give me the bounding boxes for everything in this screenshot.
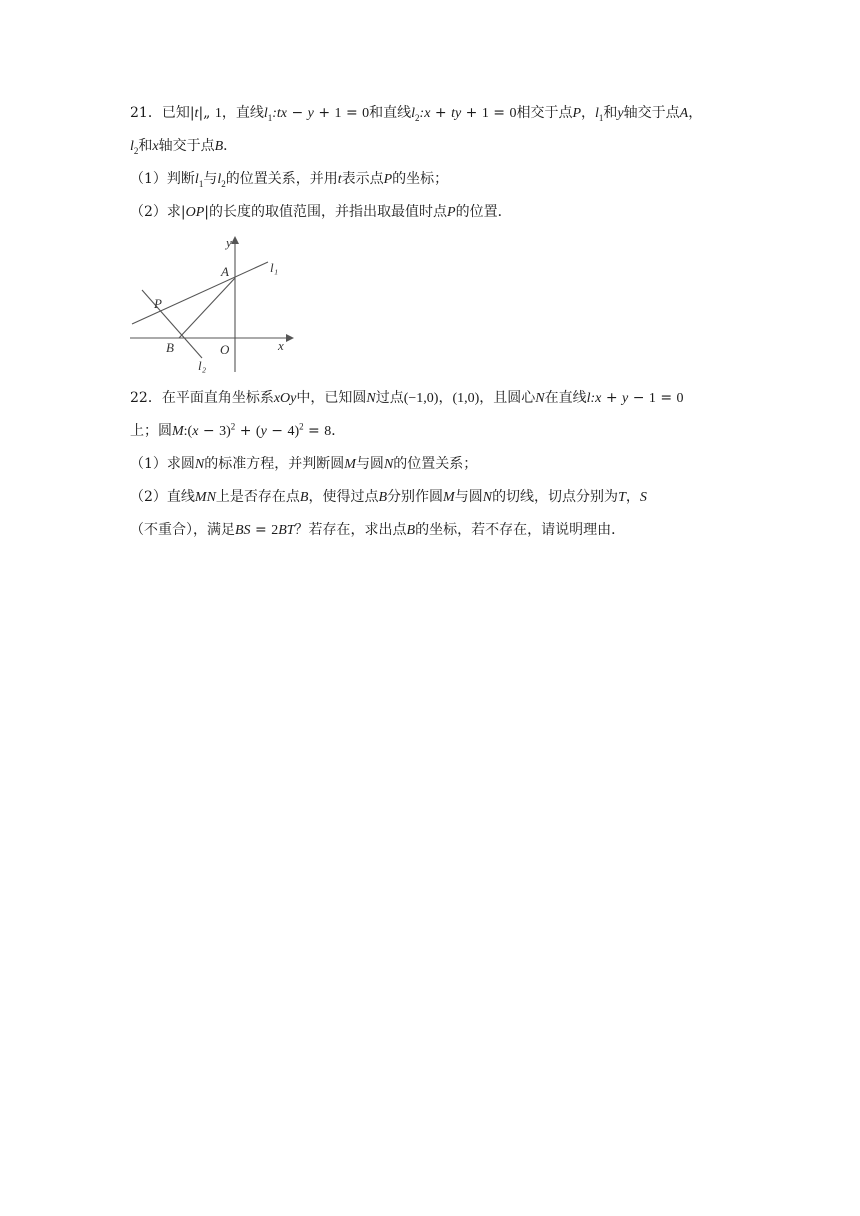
label-O: O <box>220 342 230 357</box>
label-P: P <box>154 296 162 311</box>
y-axis-arrow <box>231 236 239 244</box>
q22-part2-cont: （不重合），满足BS = 2BT？若存在，求出点B的坐标，若不存在，请说明理由． <box>130 522 626 538</box>
x-axis-arrow <box>286 334 294 342</box>
label-l1: l₁ <box>270 260 279 275</box>
q21-number: 21． <box>130 105 162 121</box>
label-x: x <box>278 338 284 353</box>
q22-part1: （1）求圆N的标准方程，并判断圆M与圆N的位置关系； <box>130 456 478 472</box>
q21-part1: （1）判断$l_1$与$l_2$的位置关系，并用t表示点P的坐标； <box>130 171 449 189</box>
label-B: B <box>166 340 174 355</box>
q21-stem-line2: $l_2$和x轴交于点B． <box>130 138 238 156</box>
q22-part2: （2）直线MN上是否存在点B，使得过点B分别作圆M与圆N的切线，切点分别为T，S <box>130 489 647 505</box>
q22-number: 22． <box>130 390 162 406</box>
q22-stem-line2: 上；圆M:(x − $3)^2 + (y - 4)^2 = 8$． <box>130 421 346 439</box>
q21-stem-line1: 21．已知|t|„ 1，直线$l_1:tx - y + 1 = 0$和直线$l_2:x$ + ty + 1 = 0相交于点P，$l_1$和y轴交于点A， <box>130 105 703 123</box>
q22-stem-line1: 22．在平面直角坐标系xOy中，已知圆N过点(−1,0)，(1,0)，且圆心N在直线l:x + y − 1 = 0 <box>130 390 684 406</box>
label-y: y <box>226 235 232 250</box>
q21-figure <box>128 232 298 377</box>
label-A: A <box>221 264 229 279</box>
segment-AB <box>179 278 235 338</box>
q21-part2: （2）求|OP|的长度的取值范围，并指出取最值时点P的位置． <box>130 204 512 220</box>
label-l2: l₂ <box>198 358 207 373</box>
